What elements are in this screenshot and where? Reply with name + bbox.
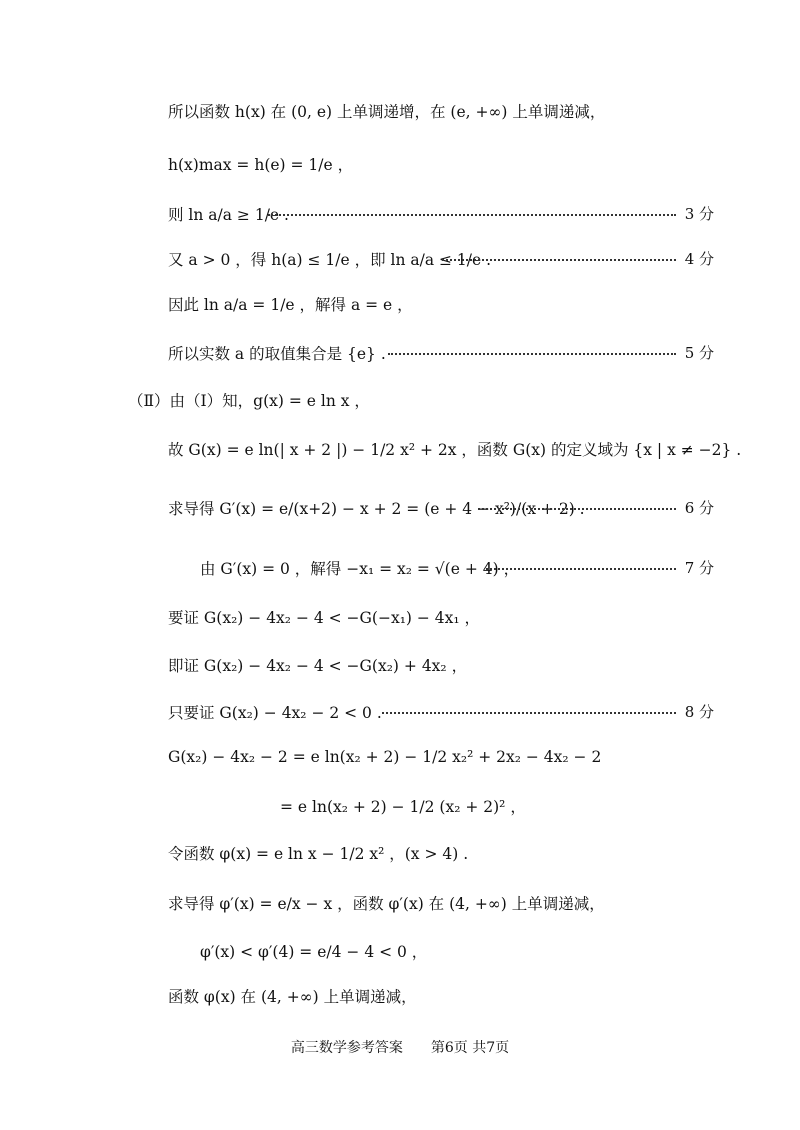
text-line: 即证 G(x₂) − 4x₂ − 4 < −G(x₂) + 4x₂ ， [168,657,468,675]
text-line: 又 a > 0 ，得 h(a) ≤ 1/e ，即 ln a/a ≤ 1/e . [168,251,492,269]
text-line: 求导得 G′(x) = e/(x+2) − x + 2 = (e + 4 − x²)/(x + 2) . [168,500,585,518]
text-line: 所以函数 h(x) 在 (0, e) 上单调递增，在 (e, +∞) 上单调递减， [168,103,606,121]
leader-dots [382,712,676,714]
text-line: 故 G(x) = e ln(| x + 2 |) − 1/2 x² + 2x ，函数 G(x) 的定义域为 {x | x ≠ −2} . [168,441,742,459]
score-label: 4 分 [684,250,714,268]
text-line: 因此 ln a/a = 1/e ，解得 a = e ， [168,296,413,314]
text-line: 由 G′(x) = 0 ，解得 −x₁ = x₂ = √(e + 4) ， [200,560,520,578]
score-label: 3 分 [684,205,714,223]
leader-dots [442,259,676,261]
text-line: φ′(x) < φ′(4) = e/4 − 4 < 0 ， [200,943,428,961]
score-label: 7 分 [684,559,714,577]
text-line: = e ln(x₂ + 2) − 1/2 (x₂ + 2)² ， [280,798,526,816]
text-line: 所以实数 a 的取值集合是 {e} . [168,345,386,363]
score-label: 8 分 [684,703,714,721]
score-label: 6 分 [684,499,714,517]
text-line: 要证 G(x₂) − 4x₂ − 4 < −G(−x₁) − 4x₁ ， [168,609,481,627]
leader-dots [478,508,676,510]
text-line: h(x)max = h(e) = 1/e ， [168,156,354,174]
text-line: （Ⅱ）由（Ⅰ）知，g(x) = e ln x ， [128,392,370,410]
text-line: G(x₂) − 4x₂ − 2 = e ln(x₂ + 2) − 1/2 x₂² + 2x₂ − 4x₂ − 2 [168,748,602,766]
leader-dots [388,353,676,355]
text-line: 则 ln a/a ≥ 1/e . [168,206,289,224]
leader-dots [486,568,676,570]
score-label: 5 分 [684,344,714,362]
text-line: 只要证 G(x₂) − 4x₂ − 2 < 0 . [168,704,382,722]
page-footer: 高三数学参考答案 第6页 共7页 [290,1040,510,1056]
text-line: 令函数 φ(x) = e ln x − 1/2 x² ，(x > 4) . [168,845,469,863]
leader-dots [268,214,676,216]
text-line: 函数 φ(x) 在 (4, +∞) 上单调递减， [168,988,417,1006]
text-line: 求导得 φ′(x) = e/x − x ，函数 φ′(x) 在 (4, +∞) 上单调递减， [168,895,605,913]
